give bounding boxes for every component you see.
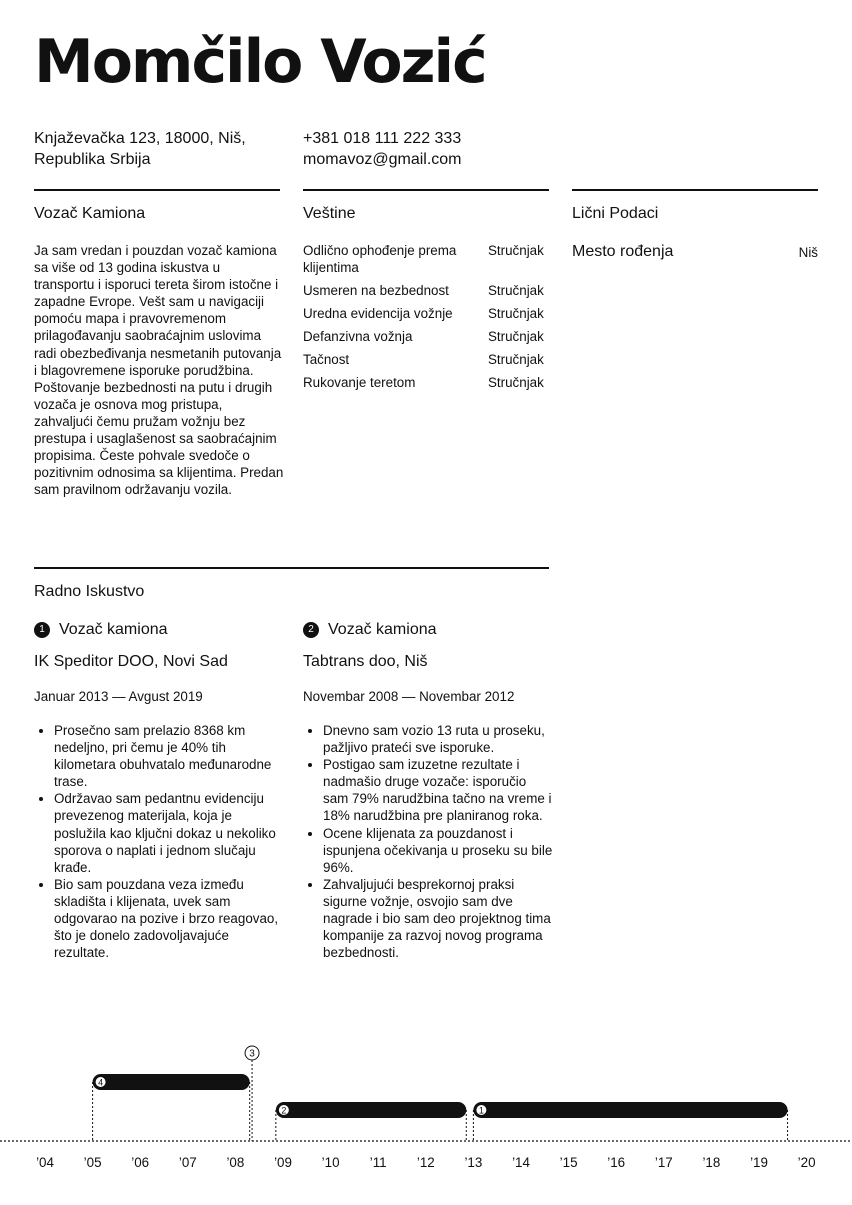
job-company: IK Speditor DOO, Novi Sad	[34, 653, 228, 670]
job-role: Vozač kamiona	[328, 621, 437, 638]
email: momavoz@gmail.com	[303, 151, 462, 168]
timeline-year-label: ’07	[178, 1155, 197, 1170]
job-dates: Novembar 2008 — Novembar 2012	[303, 689, 515, 704]
timeline-year-label: ’05	[83, 1155, 102, 1170]
timeline-year-label: ’17	[654, 1155, 673, 1170]
skill-name: Odlično ophođenje prema klijentima	[303, 243, 457, 275]
birthplace-label: Mesto rođenja	[572, 243, 674, 260]
divider	[572, 189, 818, 191]
phone: +381 018 111 222 333	[303, 130, 462, 147]
contact-info	[303, 128, 462, 170]
list-item: • Zahvaljujući besprekornoj praksi sigurne vožnje, osvojio sam dve nagrade i bio sam deo projektnog tima kompanije za razvoj novog programa bezbednosti.	[323, 876, 553, 961]
job-number-badge: 2	[303, 622, 319, 638]
timeline-year-label: ’06	[131, 1155, 150, 1170]
list-item: • Prosečno sam prelazio 8368 km nedeljno, pri čemu je 40% tih kilometara obuhvatalo međunarodne trase.	[54, 722, 284, 790]
divider	[303, 189, 549, 191]
timeline-year-label: ’08	[226, 1155, 245, 1170]
timeline-year-label: ’15	[559, 1155, 578, 1170]
job-1-bullets	[34, 722, 284, 961]
personal-title: Lični Podaci	[572, 205, 659, 222]
job-1-header	[34, 620, 168, 640]
timeline-year-label: ’14	[512, 1155, 530, 1170]
skills-title: Veštine	[303, 205, 356, 222]
skill-level: Stručnjak	[488, 375, 544, 390]
birthplace-value: Niš	[798, 245, 818, 260]
list-item: • Održavao sam pedantnu evidenciju prevezenog materijala, koja je poslužila kao ključni dokaz u nekoliko sporova o naplati i jednom slučaju krađe.	[54, 790, 284, 875]
skill-level: Stručnjak	[488, 243, 544, 258]
timeline-year-label: ’13	[464, 1155, 483, 1170]
experience-title: Radno Iskustvo	[34, 583, 145, 600]
job-company: Tabtrans doo, Niš	[303, 653, 428, 670]
timeline-chart	[0, 1040, 852, 1150]
resume-name: Momčilo Vozić	[34, 27, 486, 97]
timeline-year-label: ’09	[274, 1155, 292, 1170]
skill-row	[303, 242, 549, 276]
skill-level: Stručnjak	[488, 306, 544, 321]
divider	[34, 189, 280, 191]
timeline-bar-label: 1	[478, 1105, 484, 1116]
skill-name: Usmeren na bezbednost	[303, 283, 449, 298]
divider	[34, 567, 549, 569]
list-item: • Ocene klijenata za pouzdanost i ispunjena očekivanja u proseku su bile 96%.	[323, 825, 553, 876]
skill-name: Tačnost	[303, 352, 350, 367]
job-role: Vozač kamiona	[59, 621, 168, 638]
timeline-year-label: ’11	[369, 1155, 387, 1170]
skill-level: Stručnjak	[488, 329, 544, 344]
timeline-year-label: ’04	[36, 1155, 54, 1170]
list-item: • Dnevno sam vozio 13 ruta u proseku, pažljivo prateći sve isporuke.	[323, 722, 553, 756]
timeline-year-label: ’18	[702, 1155, 721, 1170]
skill-name: Uredna evidencija vožnje	[303, 306, 453, 321]
profile-text: Ja sam vredan i pouzdan vozač kamiona sa više od 13 godina iskustva u transportu i isporuci tereta širom istočne i zapadne Evrope. Vešt sam u navigaciji pomoću mapa i pravovremenom prilagođavanju saobraćajnim uslovima radi obezbeđivanja nesmetanih putovanja i blagovremene isporuke porudžbina. Poštovanje bezbednosti na putu i drugih vozača je osnova mog pristupa, zahvaljući čemu pružam vožnju bez prestupa i usaglašenost sa saobraćajnim propisima. Česte pohvale svedoče o pozitivnim odnosima sa klijentima. Predan sam pravilnom održavanju vozila.	[34, 243, 284, 498]
address-line-1: Knjaževačka 123, 18000, Niš,	[34, 130, 246, 147]
skill-name: Defanzivna vožnja	[303, 329, 413, 344]
timeline-bar	[276, 1102, 466, 1118]
skill-level: Stručnjak	[488, 283, 544, 298]
address-line-2: Republika Srbija	[34, 151, 151, 168]
timeline-bar	[93, 1074, 250, 1090]
timeline-year-label: ’19	[750, 1155, 768, 1170]
timeline-year-label: ’10	[321, 1155, 340, 1170]
timeline-year-label: ’12	[416, 1155, 435, 1170]
timeline-bar-label: 4	[98, 1077, 104, 1088]
profile-title: Vozač Kamiona	[34, 205, 146, 222]
timeline-year-label: ’20	[797, 1155, 816, 1170]
timeline-bar	[473, 1102, 787, 1118]
job-2-header	[303, 620, 437, 640]
skill-level: Stručnjak	[488, 352, 544, 367]
timeline-year-label: ’16	[607, 1155, 626, 1170]
list-item: • Bio sam pouzdana veza između skladišta i klijenata, uvek sam odgovarao na pozive i brzo reagovao, što je donelo zadovoljavajuće rezultate.	[54, 876, 284, 961]
timeline-marker-label: 3	[249, 1048, 255, 1060]
timeline-bar-label: 2	[281, 1105, 287, 1116]
address	[34, 128, 246, 170]
job-2-bullets	[303, 722, 553, 961]
job-dates: Januar 2013 — Avgust 2019	[34, 689, 203, 704]
list-item: • Postigao sam izuzetne rezultate i nadmašio druge vozače: isporučio sam 79% narudžbina tačno na vreme i 18% narudžbina pre planiranog roka.	[323, 756, 553, 824]
job-number-badge: 1	[34, 622, 50, 638]
skill-name: Rukovanje teretom	[303, 375, 416, 390]
